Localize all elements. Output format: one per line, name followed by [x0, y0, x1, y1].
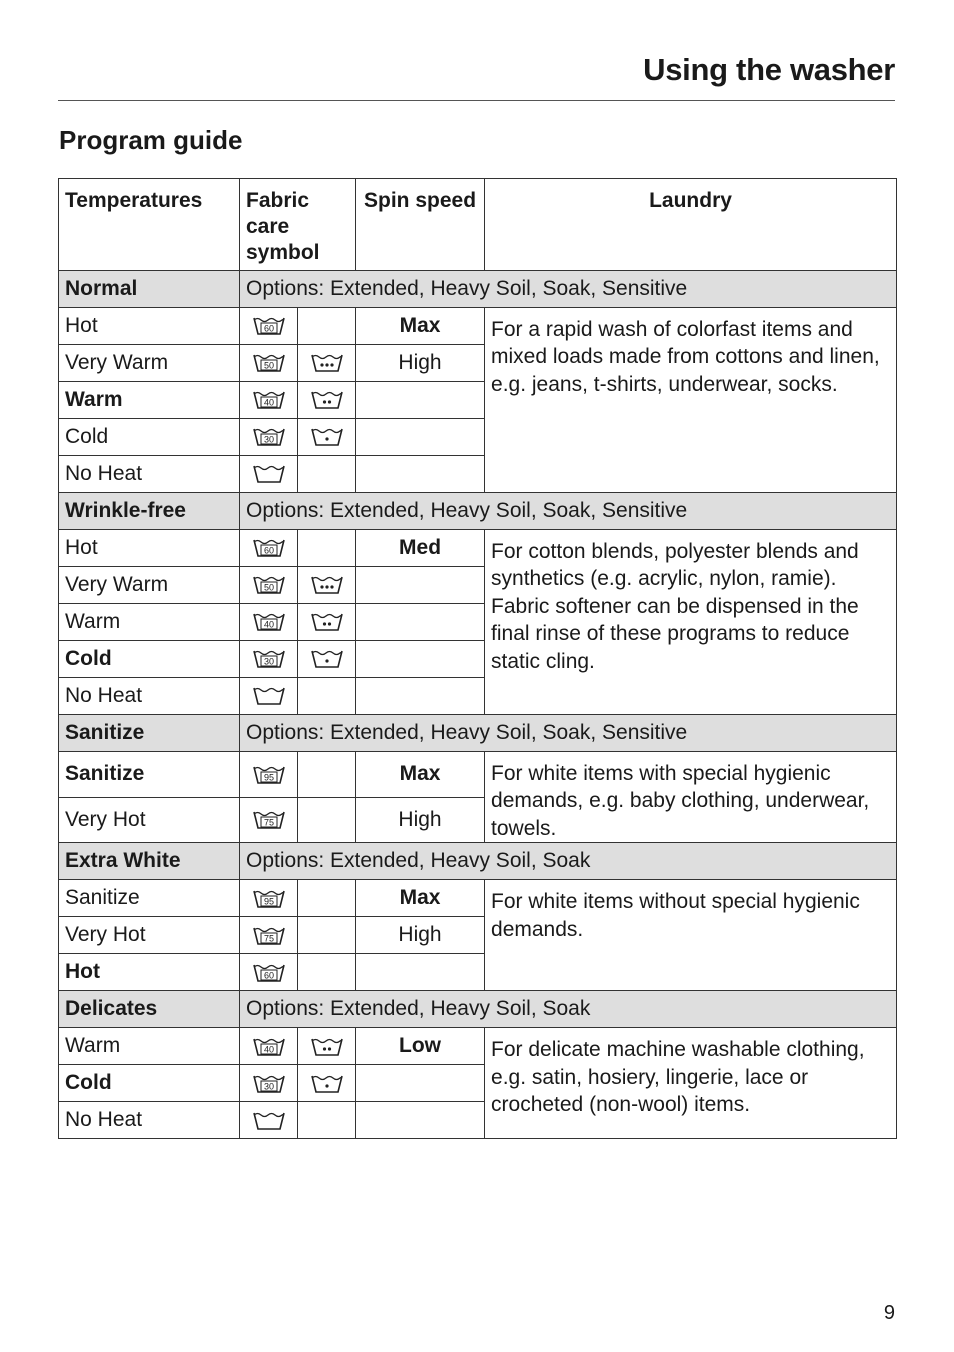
temperature-row	[59, 308, 897, 345]
temperature-label: Hot	[59, 530, 240, 567]
gentle-care-symbol	[298, 678, 356, 715]
temperature-row	[59, 752, 897, 798]
svg-text:95: 95	[263, 772, 274, 783]
fabric-care-symbol	[240, 1065, 298, 1102]
gentle-care-symbol	[298, 419, 356, 456]
temperature-label: Hot	[59, 954, 240, 991]
program-options: Options: Extended, Heavy Soil, Soak	[240, 991, 897, 1028]
spin-speed: Max	[356, 880, 485, 917]
wash-tub-dots-icon	[310, 611, 344, 633]
spin-speed	[356, 567, 485, 604]
temperature-label: Hot	[59, 308, 240, 345]
gentle-care-symbol	[298, 456, 356, 493]
program-options: Options: Extended, Heavy Soil, Soak	[240, 843, 897, 880]
program-name: Sanitize	[59, 715, 240, 752]
svg-text:75: 75	[263, 817, 274, 828]
gentle-care-symbol	[298, 641, 356, 678]
fabric-care-symbol	[240, 419, 298, 456]
temperature-label: Sanitize	[59, 880, 240, 917]
laundry-description: For a rapid wash of colorfast items and mixed loads made from cottons and linen, e.g. jeans, t-shirts, underwear, socks.	[485, 308, 897, 493]
wash-tub-dots-icon	[310, 648, 344, 670]
svg-text:40: 40	[263, 1044, 274, 1055]
wash-tub-icon	[252, 685, 286, 707]
spin-speed	[356, 1102, 485, 1139]
wash-tub-icon	[252, 537, 286, 559]
program-group-row	[59, 715, 897, 752]
svg-text:60: 60	[263, 323, 274, 334]
gentle-care-symbol	[298, 604, 356, 641]
header-laundry: Laundry	[485, 179, 897, 271]
gentle-care-symbol	[298, 752, 356, 798]
spin-speed: Med	[356, 530, 485, 567]
svg-text:60: 60	[263, 970, 274, 981]
header-spin-speed: Spin speed	[356, 179, 485, 271]
program-group-row	[59, 991, 897, 1028]
svg-text:30: 30	[263, 1081, 274, 1092]
page-title: Using the washer	[643, 52, 895, 87]
wash-tub-icon	[252, 888, 286, 910]
program-group-row	[59, 493, 897, 530]
svg-text:60: 60	[263, 545, 274, 556]
fabric-care-symbol	[240, 797, 298, 843]
spin-speed	[356, 1065, 485, 1102]
fabric-care-symbol	[240, 530, 298, 567]
spin-speed	[356, 456, 485, 493]
svg-text:75: 75	[263, 933, 274, 944]
wash-tub-icon	[252, 809, 286, 831]
program-name: Normal	[59, 271, 240, 308]
wash-tub-dots-icon	[310, 574, 344, 596]
spin-speed: Max	[356, 308, 485, 345]
fabric-care-symbol	[240, 567, 298, 604]
wash-tub-dots-icon	[310, 1073, 344, 1095]
spin-speed: Low	[356, 1028, 485, 1065]
temperature-label: Cold	[59, 1065, 240, 1102]
wash-tub-icon	[252, 1036, 286, 1058]
svg-text:30: 30	[263, 434, 274, 445]
wash-tub-dots-icon	[310, 352, 344, 374]
spin-speed	[356, 641, 485, 678]
gentle-care-symbol	[298, 917, 356, 954]
wash-tub-icon	[252, 352, 286, 374]
svg-text:40: 40	[263, 619, 274, 630]
fabric-care-symbol	[240, 308, 298, 345]
program-name: Extra White	[59, 843, 240, 880]
laundry-description: For white items without special hygienic demands.	[485, 880, 897, 991]
title-divider	[58, 100, 895, 101]
wash-tub-icon	[252, 463, 286, 485]
gentle-care-symbol	[298, 382, 356, 419]
spin-speed: High	[356, 345, 485, 382]
temperature-label: No Heat	[59, 456, 240, 493]
temperature-label: No Heat	[59, 678, 240, 715]
program-options: Options: Extended, Heavy Soil, Soak, Sensitive	[240, 271, 897, 308]
svg-text:50: 50	[263, 582, 274, 593]
spin-speed	[356, 419, 485, 456]
wash-tub-icon	[252, 1110, 286, 1132]
fabric-care-symbol	[240, 604, 298, 641]
wash-tub-icon	[252, 611, 286, 633]
wash-tub-icon	[252, 315, 286, 337]
section-title: Program guide	[59, 125, 243, 155]
fabric-care-symbol	[240, 456, 298, 493]
wash-tub-dots-icon	[310, 426, 344, 448]
spin-speed: High	[356, 797, 485, 843]
wash-tub-dots-icon	[310, 389, 344, 411]
laundry-description: For delicate machine washable clothing, e.g. satin, hosiery, lingerie, lace or crocheted (non-wool) items.	[485, 1028, 897, 1139]
program-name: Wrinkle-free	[59, 493, 240, 530]
gentle-care-symbol	[298, 345, 356, 382]
svg-text:40: 40	[263, 397, 274, 408]
wash-tub-icon	[252, 389, 286, 411]
header-temperatures: Temperatures	[59, 179, 240, 271]
temperature-label: Cold	[59, 641, 240, 678]
laundry-description: For cotton blends, polyester blends and synthetics (e.g. acrylic, nylon, ramie). Fabric softener can be dispensed in the final rinse of these programs to reduce static cling.	[485, 530, 897, 715]
fabric-care-symbol	[240, 752, 298, 798]
laundry-description: For white items with special hygienic demands, e.g. baby clothing, underwear, towels.	[485, 752, 897, 843]
temperature-label: Warm	[59, 604, 240, 641]
temperature-row	[59, 880, 897, 917]
fabric-care-symbol	[240, 917, 298, 954]
table-header-row	[59, 179, 897, 271]
spin-speed	[356, 604, 485, 641]
spin-speed	[356, 382, 485, 419]
temperature-label: Very Hot	[59, 797, 240, 843]
fabric-care-symbol	[240, 382, 298, 419]
svg-text:30: 30	[263, 656, 274, 667]
temperature-row	[59, 530, 897, 567]
wash-tub-icon	[252, 574, 286, 596]
temperature-label: Sanitize	[59, 752, 240, 798]
page-number: 9	[883, 1302, 895, 1324]
spin-speed: Max	[356, 752, 485, 798]
temperature-label: Warm	[59, 1028, 240, 1065]
fabric-care-symbol	[240, 641, 298, 678]
temperature-row	[59, 1028, 897, 1065]
fabric-care-symbol	[240, 1028, 298, 1065]
program-group-row	[59, 271, 897, 308]
wash-tub-dots-icon	[310, 1036, 344, 1058]
gentle-care-symbol	[298, 880, 356, 917]
wash-tub-icon	[252, 648, 286, 670]
gentle-care-symbol	[298, 1028, 356, 1065]
gentle-care-symbol	[298, 797, 356, 843]
program-guide-table	[58, 178, 896, 1139]
temperature-label: Very Warm	[59, 567, 240, 604]
fabric-care-symbol	[240, 345, 298, 382]
program-name: Delicates	[59, 991, 240, 1028]
temperature-label: Warm	[59, 382, 240, 419]
spin-speed: High	[356, 917, 485, 954]
gentle-care-symbol	[298, 567, 356, 604]
fabric-care-symbol	[240, 880, 298, 917]
program-options: Options: Extended, Heavy Soil, Soak, Sensitive	[240, 493, 897, 530]
program-group-row	[59, 843, 897, 880]
gentle-care-symbol	[298, 1102, 356, 1139]
svg-text:95: 95	[263, 896, 274, 907]
gentle-care-symbol	[298, 954, 356, 991]
wash-tub-icon	[252, 1073, 286, 1095]
wash-tub-icon	[252, 426, 286, 448]
gentle-care-symbol	[298, 308, 356, 345]
gentle-care-symbol	[298, 1065, 356, 1102]
gentle-care-symbol	[298, 530, 356, 567]
wash-tub-icon	[252, 925, 286, 947]
temperature-label: Cold	[59, 419, 240, 456]
program-options: Options: Extended, Heavy Soil, Soak, Sensitive	[240, 715, 897, 752]
temperature-label: Very Hot	[59, 917, 240, 954]
fabric-care-symbol	[240, 678, 298, 715]
spin-speed	[356, 678, 485, 715]
temperature-label: Very Warm	[59, 345, 240, 382]
fabric-care-symbol	[240, 954, 298, 991]
svg-text:50: 50	[263, 360, 274, 371]
spin-speed	[356, 954, 485, 991]
wash-tub-icon	[252, 764, 286, 786]
wash-tub-icon	[252, 962, 286, 984]
fabric-care-symbol	[240, 1102, 298, 1139]
header-fabric-care-symbol: Fabric care symbol	[240, 179, 356, 271]
temperature-label: No Heat	[59, 1102, 240, 1139]
